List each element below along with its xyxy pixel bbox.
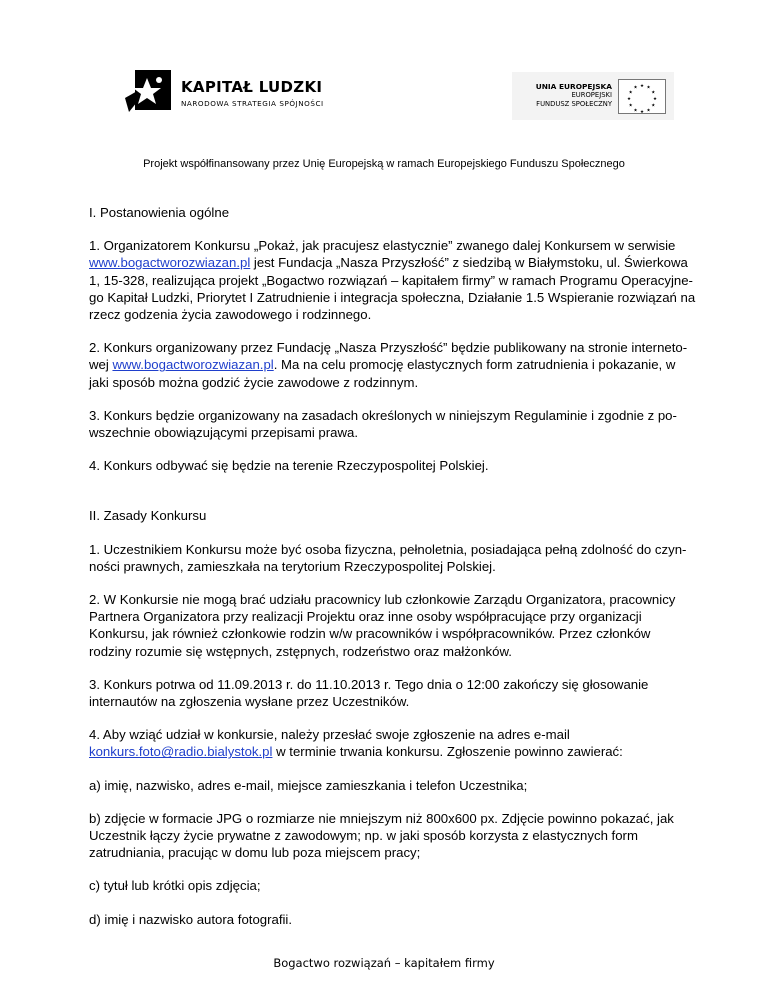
eu-flag-icon: [618, 79, 666, 114]
svg-text:★: ★: [626, 97, 632, 102]
svg-text:★: ★: [646, 85, 651, 91]
text-line: 2. W Konkursie nie mogą brać udziału pracownicy lub członkowie Zarządu Organizatora, pracownicy: [89, 592, 676, 608]
website-link[interactable]: www.bogactworozwiazan.pl: [112, 357, 274, 373]
cofinancing-note: Projekt współfinansowany przez Unię Europejską w ramach Europejskiego Funduszu Społecznego: [143, 158, 625, 170]
list-item: [89, 777, 689, 794]
svg-text:★: ★: [639, 84, 645, 89]
svg-text:★: ★: [628, 90, 633, 96]
text-line: Uczestnik łączy życie prywatne z zawodowym; np. w jaki sposób korzysta z elastycznych form: [89, 828, 638, 844]
eu-line-1: UNIA EUROPEJSKA: [535, 82, 612, 91]
paragraph: [89, 726, 689, 760]
text-line: 1, 15-328, realizująca projekt „Bogactwo rozwiązań – kapitałem firmy” w ramach Programu Operacyjne-: [89, 272, 693, 288]
svg-text:★: ★: [633, 85, 638, 91]
paragraph: [89, 591, 689, 660]
regulation-body: [89, 204, 696, 928]
section-heading: I. Postanowienia ogólne: [89, 205, 230, 220]
kapital-ludzki-logo: [125, 68, 345, 118]
svg-text:★: ★: [651, 103, 656, 109]
text-line: jaki sposób można godzić życie zawodowe z rodzinnym.: [89, 374, 419, 390]
text-line: internautów na zgłoszenia wysłane przez Uczestników.: [89, 694, 410, 710]
email-link[interactable]: konkurs.foto@radio.bialystok.pl: [89, 744, 273, 760]
text-line: Partnera Organizatora przy realizacji Projektu oraz inne osoby współpracujące przy organizacji: [89, 609, 642, 625]
paragraph: [89, 237, 696, 323]
text-line: rodziny rozumie się wstępnych, zstępnych, rodzeństwo oraz małżonków.: [89, 643, 512, 659]
list-item: [89, 810, 689, 862]
svg-text:★: ★: [646, 108, 651, 114]
kapital-ludzki-subtitle: NARODOWA STRATEGIA SPÓJNOŚCI: [181, 99, 324, 108]
text-line: 4. Aby wziąć udział w konkursie, należy przesłać swoje zgłoszenie na adres e-mail: [89, 727, 570, 743]
text-span: . Ma na celu promocję elastycznych form zatrudnienia i pokazanie, w: [273, 357, 676, 373]
section-heading: II. Zasady Konkursu: [89, 508, 207, 524]
text-line: Konkursu, jak również członkowie rodzin w/w pracowników i współpracowników. Przez członków: [89, 626, 651, 642]
eu-logo: [512, 72, 674, 120]
text-line: go Kapitał Ludzki, Priorytet I Zatrudnienie i integracja społeczna, Działanie 1.5 Wspieranie rozwiązań na: [89, 289, 696, 305]
paragraph: [89, 457, 689, 474]
paragraph: [89, 541, 689, 575]
text-line: a) imię, nazwisko, adres e-mail, miejsce zamieszkania i telefon Uczestnika;: [89, 777, 528, 793]
svg-text:★: ★: [652, 97, 658, 102]
svg-text:★: ★: [633, 108, 638, 114]
text-line: [89, 743, 689, 760]
paragraph: [89, 407, 689, 441]
list-item: [89, 911, 689, 928]
text-line: wszechnie obowiązującymi przepisami prawa.: [89, 425, 358, 441]
text-span: wej: [89, 357, 113, 373]
kapital-ludzki-title: KAPITAŁ LUDZKI: [181, 78, 323, 96]
list-item: [89, 877, 689, 894]
svg-text:★: ★: [639, 110, 645, 114]
text-line: [89, 254, 689, 271]
text-span: w terminie trwania konkursu. Zgłoszenie powinno zawierać:: [272, 744, 623, 760]
paragraph: [89, 339, 689, 391]
text-line: 3. Konkurs będzie organizowany na zasadach określonych w niniejszym Regulaminie i zgodnie z po-: [89, 407, 677, 423]
text-line: d) imię i nazwisko autora fotografii.: [89, 911, 293, 927]
text-line: 4. Konkurs odbywać się będzie na terenie Rzeczypospolitej Polskiej.: [89, 458, 489, 474]
text-line: c) tytuł lub krótki opis zdjęcia;: [89, 878, 261, 894]
svg-text:★: ★: [651, 90, 656, 96]
text-line: rzecz godzenia życia zawodowego i rodzinnego.: [89, 307, 372, 323]
svg-text:★: ★: [628, 103, 633, 109]
eu-line-2: EUROPEJSKI: [571, 91, 612, 99]
text-line: zatrudniania, pracując w domu lub poza miejscem pracy;: [89, 845, 421, 861]
text-line: [89, 356, 689, 373]
kapital-ludzki-logo-icon: [125, 68, 175, 118]
text-line: 3. Konkurs potrwa od 11.09.2013 r. do 11.10.2013 r. Tego dnia o 12:00 zakończy się głosowanie: [89, 676, 649, 692]
text-line: 1. Uczestnikiem Konkursu może być osoba fizyczna, pełnoletnia, posiadająca pełną zdolność do czyn-: [89, 541, 687, 557]
text-line: 1. Organizatorem Konkursu „Pokaż, jak pracujesz elastycznie” zwanego dalej Konkursem w serwisie: [89, 238, 676, 254]
eu-logo-text: [536, 82, 612, 109]
eu-line-3: FUNDUSZ SPOŁECZNY: [536, 100, 612, 108]
website-link[interactable]: www.bogactworozwiazan.pl: [89, 255, 251, 271]
text-line: ności prawnych, zamieszkała na terytorium Rzeczypospolitej Polskiej.: [89, 558, 496, 574]
text-line: b) zdjęcie w formacie JPG o rozmiarze nie mniejszym niż 800x600 px. Zdjęcie powinno pokazać, jak: [89, 810, 674, 826]
text-span: jest Fundacja „Nasza Przyszłość” z siedzibą w Białymstoku, ul. Świerkowa: [250, 255, 688, 271]
paragraph: [89, 676, 689, 710]
page-footer: Bogactwo rozwiązań – kapitałem firmy: [273, 956, 495, 970]
text-line: 2. Konkurs organizowany przez Fundację „Nasza Przyszłość” będzie publikowany na stronie interneto-: [89, 340, 688, 356]
